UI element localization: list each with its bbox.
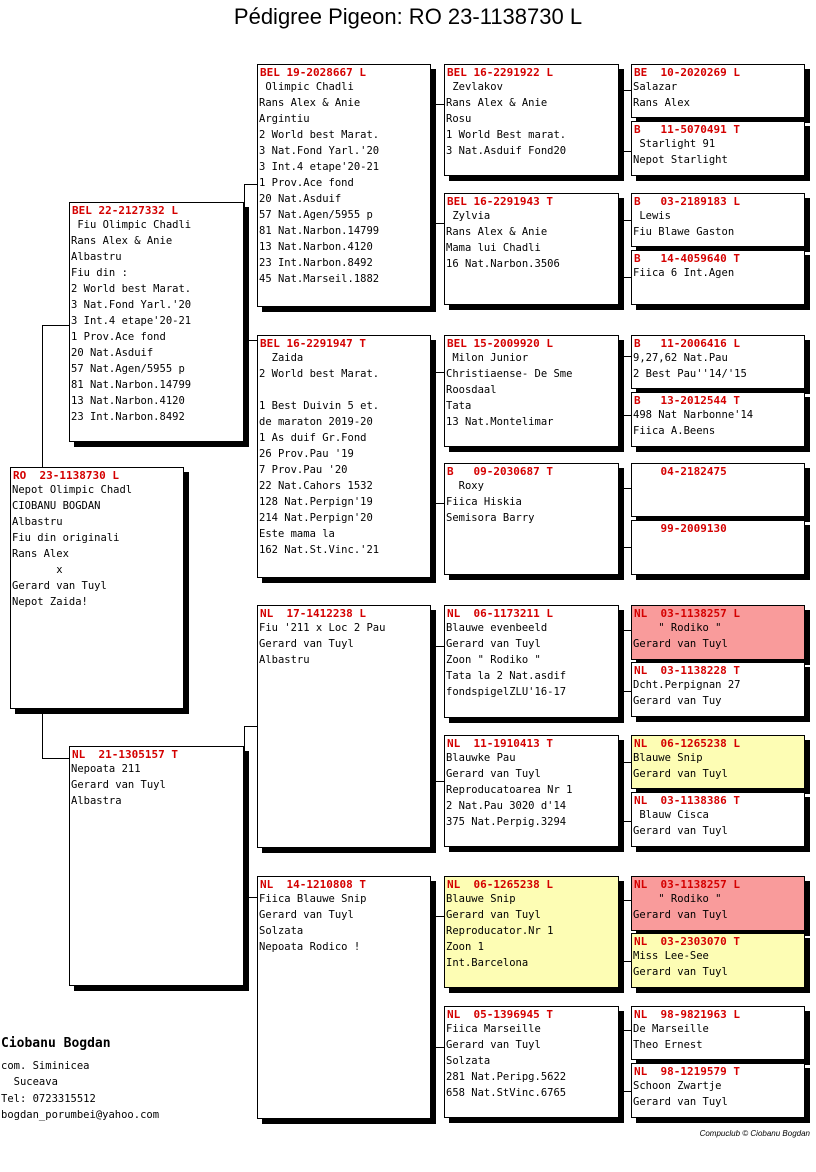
pigeon-detail-line (258, 382, 430, 398)
pigeon-detail-line: Zylvia (446, 210, 491, 222)
pigeon-detail-line: 57 Nat.Agen/5955 p (71, 363, 185, 375)
pigeon-details (632, 1021, 804, 1053)
pigeon-detail-line: 16 Nat.Narbon.3506 (446, 258, 560, 270)
pigeon-details (632, 265, 804, 281)
ring-number: BEL 22-2127332 L (72, 204, 178, 217)
pigeon-details (632, 208, 804, 240)
pigeon-detail-line: Christiaense- De Sme (446, 368, 573, 380)
pigeon-detail-line: 9,27,62 Nat.Pau (633, 352, 728, 364)
pigeon-detail-line: 281 Nat.Peripg.5622 (446, 1071, 567, 1083)
pigeon-details (632, 948, 804, 980)
ancestor-mmf-box (444, 876, 619, 988)
ancestor-mmmm-box (631, 1063, 805, 1118)
pigeon-detail-line: Gerard van Tuyl (633, 768, 728, 780)
pigeon-detail-line: Roosdaal (446, 384, 497, 396)
ring-number: NL 06-1265238 L (447, 878, 553, 891)
pigeon-details (445, 350, 618, 430)
pigeon-detail-line: 1 World Best marat. (446, 129, 567, 141)
ancestor-fmff-box (631, 335, 805, 389)
pigeon-detail-line: Fiica Marseille (446, 1023, 541, 1035)
pigeon-detail-line: Rans Alex & Anie (446, 97, 548, 109)
ring-number: B 14-4059640 T (634, 252, 740, 265)
pigeon-detail-line: 375 Nat.Perpig.3294 (446, 816, 567, 828)
ring-number: 99-2009130 (634, 522, 727, 535)
pigeon-detail-line: Fiu '211 x Loc 2 Pau (259, 622, 386, 634)
pigeon-detail-line: Nepot Starlight (633, 154, 728, 166)
pigeon-detail-line: Gerard van Tuyl (633, 638, 728, 650)
pigeon-detail-line: 7 Prov.Pau '20 (259, 464, 348, 476)
pigeon-details (70, 761, 243, 809)
ring-number: B 03-2189183 L (634, 195, 740, 208)
pigeon-details (632, 79, 804, 111)
pigeon-detail-line: Dcht.Perpignan 27 (633, 679, 741, 691)
ring-number: NL 11-1910413 T (447, 737, 553, 750)
pigeon-detail-line: Nepot Olimpic Chadl (12, 484, 133, 496)
pigeon-detail-line: Blauwe evenbeeld (446, 622, 548, 634)
pigeon-detail-line: Rans Alex & Anie (71, 235, 173, 247)
pigeon-detail-line: de maraton 2019-20 (259, 416, 373, 428)
pigeon-detail-line: Reproducator.Nr 1 (446, 925, 554, 937)
pigeon-detail-line: 1 Prov.Ace fond (71, 331, 166, 343)
pigeon-details (445, 620, 618, 700)
ancestor-fmfm-box (631, 392, 805, 447)
pigeon-details (445, 79, 618, 159)
ancestor-ffm-box (444, 193, 619, 305)
pigeon-detail-line: " Rodiko " (633, 893, 722, 905)
pigeon-detail-line: 81 Nat.Narbon.14799 (71, 379, 192, 391)
ancestor-mff-box (444, 605, 619, 718)
ancestor-mfm-box (444, 735, 619, 847)
grandsire-maternal-box (257, 605, 431, 848)
pigeon-detail-line: De Marseille (633, 1023, 709, 1035)
pigeon-detail-line: 81 Nat.Narbon.14799 (259, 225, 380, 237)
pigeon-details (632, 350, 804, 382)
pigeon-details (445, 1021, 618, 1101)
pigeon-detail-line: Argintiu (259, 113, 310, 125)
ring-number: NL 06-1265238 L (634, 737, 740, 750)
pigeon-detail-line: Gerard van Tuyl (446, 909, 541, 921)
pigeon-detail-line: 3 Nat.Fond Yarl.'20 (71, 299, 192, 311)
ring-number: NL 06-1173211 L (447, 607, 553, 620)
pigeon-detail-line: Albastru (259, 654, 310, 666)
ring-number: NL 17-1412238 L (260, 607, 366, 620)
owner-address-line: com. Siminicea (1, 1060, 90, 1072)
pigeon-detail-line: fondspigelZLU'16-17 (446, 686, 567, 698)
pigeon-details (258, 620, 430, 668)
pigeon-details (632, 136, 804, 168)
dam-box (69, 746, 244, 986)
pigeon-detail-line: Gerard van Tuyl (12, 580, 107, 592)
pigeon-details (632, 750, 804, 782)
pigeon-details (258, 891, 430, 955)
pigeon-details (258, 350, 430, 558)
owner-phone: Tel: 0723315512 (1, 1093, 96, 1105)
pigeon-detail-line: Gerard van Tuyl (633, 966, 728, 978)
pigeon-detail-line: x (12, 564, 63, 576)
pigeon-detail-line: 45 Nat.Marseil.1882 (259, 273, 380, 285)
pigeon-detail-line: 20 Nat.Asduif (71, 347, 154, 359)
ring-number: B 11-5070491 T (634, 123, 740, 136)
footer-credit: Compuclub © Ciobanu Bogdan (699, 1129, 810, 1138)
ring-number: NL 03-1138257 L (634, 607, 740, 620)
pigeon-detail-line: Fiu din originali (12, 532, 120, 544)
ancestor-fff-box (444, 64, 619, 176)
pigeon-detail-line: Albastru (12, 516, 63, 528)
pigeon-detail-line: 13 Nat.Narbon.4120 (71, 395, 185, 407)
pigeon-detail-line: 498 Nat Narbonne'14 (633, 409, 754, 421)
pigeon-detail-line: Fiica Hiskia (446, 496, 522, 508)
ring-number: NL 03-1138386 T (634, 794, 740, 807)
pigeon-detail-line: 2 World best Marat. (259, 129, 380, 141)
pigeon-detail-line: CIOBANU BOGDAN (12, 500, 101, 512)
ring-number: BEL 19-2028667 L (260, 66, 366, 79)
owner-name: Ciobanu Bogdan (1, 1036, 111, 1051)
pigeon-detail-line: Fiu Olimpic Chadli (71, 219, 192, 231)
pigeon-detail-line: " Rodiko " (633, 622, 722, 634)
pigeon-detail-line: Rans Alex (633, 97, 690, 109)
ring-number: BEL 16-2291922 L (447, 66, 553, 79)
pigeon-detail-line: Roxy (446, 480, 484, 492)
pigeon-details (70, 217, 243, 425)
owner-address-line: Suceava (1, 1076, 58, 1088)
ring-number: B 11-2006416 L (634, 337, 740, 350)
pigeon-detail-line: 2 Nat.Pau 3020 d'14 (446, 800, 567, 812)
pigeon-details (258, 79, 430, 287)
pigeon-detail-line: 2 World best Marat. (71, 283, 192, 295)
ring-number: 04-2182475 (634, 465, 727, 478)
pigeon-detail-line: Gerard van Tuyl (446, 1039, 541, 1051)
pigeon-details (632, 807, 804, 839)
pigeon-detail-line: Nepot Zaida! (12, 596, 88, 608)
pigeon-details (632, 891, 804, 923)
granddam-paternal-box (257, 335, 431, 578)
pigeon-detail-line: Olimpic Chadli (259, 81, 354, 93)
pigeon-detail-line: Solzata (259, 925, 304, 937)
ancestor-fmm-box (444, 463, 619, 575)
pigeon-detail-line: Nepoata Rodico ! (259, 941, 361, 953)
pigeon-detail-line: Fiu Blawe Gaston (633, 226, 735, 238)
ancestor-ffmf-box (631, 193, 805, 247)
ancestor-mmfm-box (631, 933, 805, 988)
pigeon-detail-line: 23 Int.Narbon.8492 (71, 411, 185, 423)
ancestor-mmff-box (631, 876, 805, 931)
pigeon-detail-line: Tata la 2 Nat.asdif (446, 670, 567, 682)
pigeon-detail-line: Nepoata 211 (71, 763, 141, 775)
pigeon-detail-line: Lewis (633, 210, 671, 222)
pigeon-detail-line: Gerard van Tuyl (633, 1096, 728, 1108)
pigeon-detail-line: 1 Best Duivin 5 et. (259, 400, 380, 412)
pigeon-detail-line: Gerard van Tuyl (259, 909, 354, 921)
pigeon-detail-line: Fiica 6 Int.Agen (633, 267, 735, 279)
ancestor-mfmf-box (631, 735, 805, 789)
ancestor-fmmm-box (631, 520, 805, 575)
pigeon-detail-line: 2 World best Marat. (259, 368, 380, 380)
ring-number: NL 05-1396945 T (447, 1008, 553, 1021)
ring-number: NL 03-1138257 L (634, 878, 740, 891)
ancestor-mffm-box (631, 662, 805, 717)
pigeon-detail-line: Blauw Cisca (633, 809, 709, 821)
ancestor-mmm-box (444, 1006, 619, 1118)
pigeon-detail-line: Gerard van Tuyl (259, 638, 354, 650)
pigeon-detail-line: Fiu din : (71, 267, 128, 279)
pigeon-details (632, 407, 804, 439)
ring-number: BE 10-2020269 L (634, 66, 740, 79)
ring-number: NL 21-1305157 T (72, 748, 178, 761)
pigeon-detail-line: Zevlakov (446, 81, 503, 93)
pigeon-detail-line: 20 Nat.Asduif (259, 193, 342, 205)
page-title: Pédigree Pigeon: RO 23-1138730 L (233, 4, 583, 29)
pigeon-main-box (10, 467, 184, 709)
ring-number: B 09-2030687 T (447, 465, 553, 478)
pigeon-details (445, 208, 618, 272)
pigeon-detail-line: Albastra (71, 795, 122, 807)
pigeon-detail-line: Gerard van Tuyl (633, 825, 728, 837)
pigeon-detail-line: Albastru (71, 251, 122, 263)
pigeon-detail-line: Int.Barcelona (446, 957, 529, 969)
pigeon-detail-line: Starlight 91 (633, 138, 716, 150)
pigeon-detail-line: Gerard van Tuyl (633, 909, 728, 921)
pigeon-details (632, 677, 804, 709)
pigeon-detail-line: 658 Nat.StVinc.6765 (446, 1087, 567, 1099)
pigeon-detail-line: 1 Prov.Ace fond (259, 177, 354, 189)
pigeon-detail-line: Zoon 1 (446, 941, 484, 953)
pigeon-detail-line: Blauwe Snip (446, 893, 516, 905)
pigeon-detail-line: Fiica A.Beens (633, 425, 716, 437)
ancestor-mmmf-box (631, 1006, 805, 1060)
pigeon-detail-line: Gerard van Tuyl (446, 638, 541, 650)
ancestor-fmmf-box (631, 463, 805, 517)
pigeon-detail-line: Blauwke Pau (446, 752, 516, 764)
pigeon-detail-line: Milon Junior (446, 352, 529, 364)
pigeon-detail-line: Gerard van Tuyl (446, 768, 541, 780)
pigeon-detail-line: Theo Ernest (633, 1039, 703, 1051)
pigeon-detail-line: Gerard van Tuy (633, 695, 722, 707)
granddam-maternal-box (257, 876, 431, 1119)
pigeon-detail-line: Reproducatoarea Nr 1 (446, 784, 573, 796)
pigeon-details (445, 750, 618, 830)
pigeon-detail-line: Fiica Blauwe Snip (259, 893, 367, 905)
pigeon-details (11, 482, 183, 610)
pigeon-detail-line: Tata (446, 400, 472, 412)
pigeon-detail-line: Rans Alex & Anie (446, 226, 548, 238)
pigeon-detail-line: Zaida (259, 352, 304, 364)
pigeon-detail-line: 22 Nat.Cahors 1532 (259, 480, 373, 492)
pigeon-detail-line: 1 As duif Gr.Fond (259, 432, 367, 444)
pigeon-detail-line: Solzata (446, 1055, 491, 1067)
pigeon-detail-line: 3 Nat.Asduif Fond20 (446, 145, 567, 157)
pigeon-details (445, 478, 618, 526)
ring-number: BEL 16-2291947 T (260, 337, 366, 350)
pigeon-detail-line: 13 Nat.Narbon.4120 (259, 241, 373, 253)
pigeon-detail-line: 23 Int.Narbon.8492 (259, 257, 373, 269)
pigeon-details (445, 891, 618, 971)
pigeon-detail-line: Este mama la (259, 528, 335, 540)
pigeon-detail-line: Semisora Barry (446, 512, 535, 524)
pigeon-detail-line: 57 Nat.Agen/5955 p (259, 209, 373, 221)
pigeon-detail-line: 2 Best Pau''14/'15 (633, 368, 747, 380)
pigeon-detail-line: 214 Nat.Perpign'20 (259, 512, 373, 524)
pigeon-detail-line: 3 Nat.Fond Yarl.'20 (259, 145, 380, 157)
ring-number: BEL 15-2009920 L (447, 337, 553, 350)
pigeon-detail-line: Salazar (633, 81, 678, 93)
ring-number: RO 23-1138730 L (13, 469, 119, 482)
pigeon-detail-line: Miss Lee-See (633, 950, 709, 962)
ring-number: NL 03-2303070 T (634, 935, 740, 948)
pigeon-detail-line: Gerard van Tuyl (71, 779, 166, 791)
ring-number: B 13-2012544 T (634, 394, 740, 407)
pigeon-details (632, 620, 804, 652)
pigeon-detail-line: Mama lui Chadli (446, 242, 541, 254)
ring-number: BEL 16-2291943 T (447, 195, 553, 208)
ancestor-mfmm-box (631, 792, 805, 847)
pigeon-detail-line: 128 Nat.Perpign'19 (259, 496, 373, 508)
pigeon-detail-line: 3 Int.4 etape'20-21 (259, 161, 380, 173)
pigeon-detail-line: Schoon Zwartje (633, 1080, 722, 1092)
ring-number: NL 98-9821963 L (634, 1008, 740, 1021)
ancestor-ffmm-box (631, 250, 805, 305)
pigeon-detail-line: Rosu (446, 113, 472, 125)
ring-number: NL 14-1210808 T (260, 878, 366, 891)
ancestor-fmf-box (444, 335, 619, 447)
pigeon-detail-line: 13 Nat.Montelimar (446, 416, 554, 428)
pigeon-detail-line: 26 Prov.Pau '19 (259, 448, 354, 460)
grandsire-paternal-box (257, 64, 431, 307)
pigeon-details (632, 1078, 804, 1110)
pigeon-detail-line: Blauwe Snip (633, 752, 703, 764)
pigeon-detail-line: Rans Alex (12, 548, 69, 560)
pigeon-detail-line: Rans Alex & Anie (259, 97, 361, 109)
owner-email: bogdan_porumbei@yahoo.com (1, 1109, 160, 1121)
ring-number: NL 03-1138228 T (634, 664, 740, 677)
pigeon-detail-line: Zoon " Rodiko " (446, 654, 541, 666)
ring-number: NL 98-1219579 T (634, 1065, 740, 1078)
pigeon-detail-line: 162 Nat.St.Vinc.'21 (259, 544, 380, 556)
ancestor-ffff-box (631, 64, 805, 118)
ancestor-fffm-box (631, 121, 805, 176)
ancestor-mfff-box (631, 605, 805, 660)
sire-box (69, 202, 244, 442)
pigeon-detail-line: 3 Int.4 etape'20-21 (71, 315, 192, 327)
